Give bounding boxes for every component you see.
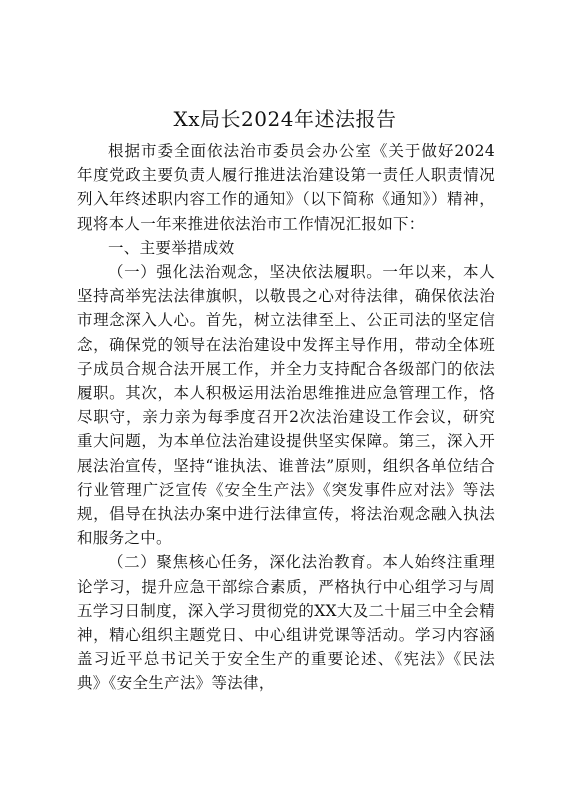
section-heading-measures: 一、主要举措成效 <box>108 238 235 257</box>
intro-paragraph: 根据市委全面依法治市委员会办公室《关于做好2024年度党政主要负责人履行推进法治建设第一责任人职责情况列入年终述职内容工作的通知》（以下简称《通知》）精神，现将本人一年来推进依法治市工作情况汇报如下： <box>77 142 495 233</box>
document-title: Xx局长2024年述法报告 <box>173 107 397 131</box>
document-body <box>77 139 495 696</box>
paragraph-legal-education: （二）聚焦核心任务，深化法治教育。本人始终注重理论学习，提升应急干部综合素质，严格执行中心组学习与周五学习日制度，深入学习贯彻党的XX大及二十届三中全会精神，精心组织主题党日、中心组讲党课等活动。学习内容涵盖习近平总书记关于安全生产的重要论述、《宪法》《民法典》《安全生产法》等法律， <box>77 553 495 693</box>
paragraph-rule-of-law-concept: （一）强化法治观念，坚决依法履职。一年以来，本人坚持高举宪法法律旗帜，以敬畏之心对待法律，确保依法治市理念深入人心。首先，树立法律至上、公正司法的坚定信念，确保党的领导在法治建设中发挥主导作用，带动全体班子成员合规合法开展工作，并全力支持配合各级部门的依法履职。其次，本人积极运用法治思维推进应急管理工作，恪尽职守，亲力亲为每季度召开2次法治建设工作会议，研究重大问题，为本单位法治建设提供坚实保障。第三，深入开展法治宣传，坚持“谁执法、谁普法”原则，组织各单位结合行业管理广泛宣传《安全生产法》《突发事件应对法》等法规，倡导在执法办案中进行法律宣传，将法治观念融入执法和服务之中。 <box>77 263 495 548</box>
